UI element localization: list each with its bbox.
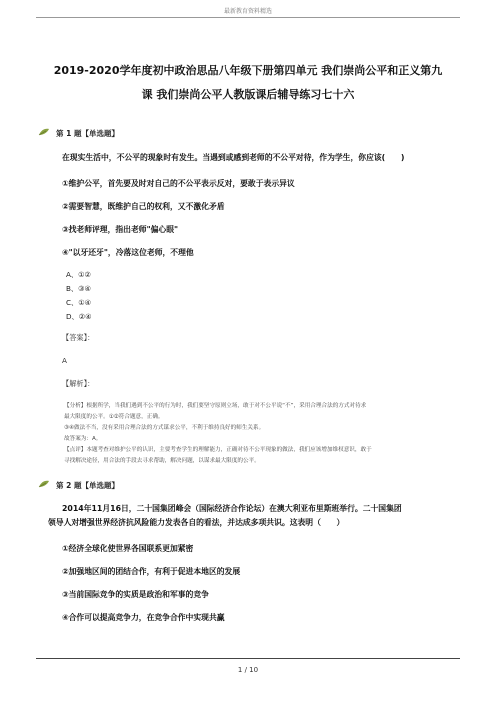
- question-1-option-c[interactable]: C、①④: [66, 298, 92, 307]
- document-title-line-2: 课 我们崇尚公平人教版课后辅导练习七十六: [141, 88, 355, 101]
- question-1-statement-4: ④"以牙还牙"，冷落这位老师，不理他: [62, 248, 194, 257]
- analysis-label: 【解析】：: [62, 379, 95, 388]
- analysis-line-4: 故答案为：A。: [64, 436, 102, 442]
- answer-label: 【答案】：: [62, 333, 95, 342]
- question-1-statement-1: ①维护公平，首先要及时对自己的不公平表示反对，要敢于表示异议: [62, 179, 295, 188]
- question-1-stem: 在现实生活中，不公平的现象时有发生。当遇到或感到老师的不公平对待，作为学生，你应该( ): [62, 153, 405, 162]
- answer-value: A: [62, 356, 67, 365]
- question-2-heading: [38, 480, 119, 491]
- question-2-stem-line-2: 领导人对增强世界经济抗风险能力发表各自的看法，并达成多项共识。这表明（ ）: [48, 518, 345, 527]
- question-1-statement-3: ③找老师评理，指出老师"偏心眼": [62, 225, 179, 234]
- analysis-line-3: ③④做法不当，没有采用合理合法的方式谋求公平，不利于维持良好的师生关系。: [64, 425, 265, 431]
- question-1-heading: [38, 128, 119, 139]
- question-1-heading-text: 第 1 题【单选题】: [56, 129, 119, 138]
- leaf-icon: [38, 480, 50, 491]
- document-title-line-1: 2019-2020学年度初中政治思品八年级下册第四单元 我们崇尚公平和正义第九: [53, 64, 443, 77]
- question-2-statement-3: ③当前国际竞争的实质是政治和军事的竞争: [62, 590, 209, 599]
- page-number: 1 / 10: [237, 666, 259, 674]
- question-1-option-a[interactable]: A、①②: [66, 270, 91, 279]
- question-2-statement-1: ①经济全球化使世界各国联系更加紧密: [62, 544, 194, 553]
- analysis-line-5: 【点评】本题考查对维护公平的认识，主要考查学生的理解能力，正确对待不公平现象的做法，我们应该增加维权意识，敢于: [64, 447, 372, 453]
- analysis-line-1: 【分析】根据所学，当我们遇到不公平的行为时，我们要坚守原则立场，敢于对不公平说“不”，采用合理合法的方式对待求: [64, 403, 367, 409]
- question-1-statement-2: ②需要智慧，既维护自己的权利，又不激化矛盾: [62, 202, 225, 211]
- analysis-line-6: 寻找解决途径，用合法的手段去寻求帮助，解决问题，以谋求最大限度的公平。: [64, 458, 260, 464]
- leaf-icon: [38, 128, 50, 139]
- analysis-line-2: 最大限度的公平。①②符合题意，正确。: [64, 414, 164, 420]
- header-banner: 最新教育资料精选: [223, 8, 272, 15]
- question-1-option-b[interactable]: B、③④: [66, 284, 92, 293]
- question-2-stem-line-1: 2014年11月16日，二十国集团峰会（国际经济合作论坛）在澳大利亚布里斯班举行。二十国集团: [62, 504, 402, 513]
- header-divider: [36, 17, 460, 18]
- question-2-heading-text: 第 2 题【单选题】: [56, 481, 119, 490]
- footer-divider: [36, 658, 460, 659]
- question-1-option-d[interactable]: D、②④: [66, 312, 92, 321]
- question-2-statement-4: ④合作可以提高竞争力，在竞争合作中实现共赢: [62, 613, 225, 622]
- question-2-statement-2: ②加强地区间的团结合作，有利于促进本地区的发展: [62, 567, 241, 576]
